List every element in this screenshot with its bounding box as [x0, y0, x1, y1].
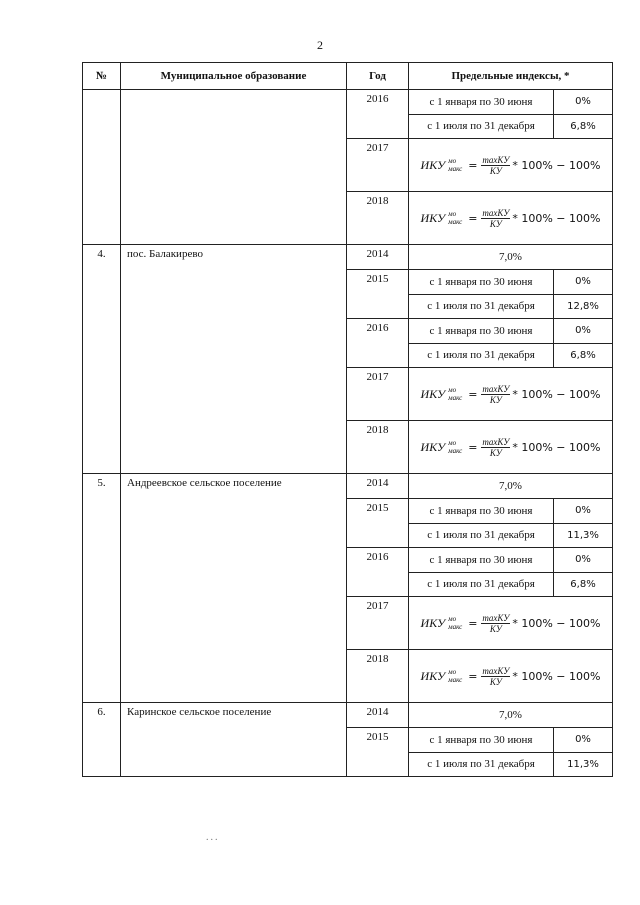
formula-equals: =: [468, 211, 478, 225]
row-number: 4.: [83, 245, 121, 474]
index-cell: [409, 319, 613, 368]
period-row: [409, 319, 612, 343]
formula-sub-top: мо: [448, 668, 457, 676]
period-label: с 1 января по 30 июня: [429, 95, 533, 108]
table-row: [83, 703, 613, 728]
formula-sub-bottom: макс: [448, 676, 463, 684]
formula-tail: * 100% − 100%: [512, 211, 601, 225]
formula: [409, 421, 612, 473]
header-municipality: Муниципальное образование: [121, 63, 347, 90]
formula-denominator: КУ: [489, 394, 502, 405]
formula-tail: * 100% − 100%: [512, 440, 601, 454]
index-cell: [409, 548, 613, 597]
formula-sub-top: мо: [448, 157, 457, 165]
formula-denominator: КУ: [489, 447, 502, 458]
year-cell: 2018: [347, 192, 409, 245]
formula-fraction: [481, 208, 510, 229]
period-label: с 1 июля по 31 декабря: [409, 523, 554, 547]
period-value: 6,8%: [554, 343, 613, 367]
period-value: 0%: [554, 728, 613, 752]
period-value: 6,8%: [554, 572, 613, 596]
formula-fraction: [481, 155, 510, 176]
table-row: [83, 245, 613, 270]
footer-mark: ...: [206, 832, 220, 843]
period-row: [409, 270, 612, 294]
formula-equals: =: [468, 387, 478, 401]
period-value: 0%: [554, 499, 613, 523]
index-cell: 7,0%: [409, 474, 613, 499]
index-cell: [409, 270, 613, 319]
formula-subscript: [448, 668, 462, 684]
year-cell: 2016: [347, 319, 409, 368]
table-row: [83, 474, 613, 499]
period-value: 0%: [554, 319, 613, 343]
period-value: 0%: [554, 90, 613, 114]
formula-fraction: [481, 666, 510, 687]
formula: [409, 368, 612, 420]
formula-tail: * 100% − 100%: [512, 387, 601, 401]
formula-fraction: [481, 437, 510, 458]
period-label: с 1 июля по 31 декабря: [409, 114, 554, 138]
formula-equals: =: [468, 440, 478, 454]
formula-subscript: [448, 157, 462, 173]
period-table: [409, 548, 612, 596]
formula-equals: =: [468, 158, 478, 172]
formula-sub-bottom: макс: [448, 447, 463, 455]
period-value: 11,3%: [554, 523, 613, 547]
index-cell: [409, 139, 613, 192]
index-cell: [409, 650, 613, 703]
formula-tail: * 100% − 100%: [512, 669, 601, 683]
period-row: [409, 343, 612, 367]
header-year: Год: [347, 63, 409, 90]
index-cell: [409, 499, 613, 548]
period-value: 6,8%: [554, 114, 613, 138]
period-label: с 1 января по 30 июня: [429, 275, 533, 288]
period-row: [409, 90, 612, 114]
formula: [409, 192, 612, 244]
period-table: [409, 90, 612, 138]
period-table: [409, 319, 612, 367]
formula-sub-bottom: макс: [448, 165, 463, 173]
formula-denominator: КУ: [489, 165, 502, 176]
formula-sub-bottom: макс: [448, 394, 463, 402]
index-cell: 7,0%: [409, 245, 613, 270]
formula-denominator: КУ: [489, 623, 502, 634]
row-number: [83, 90, 121, 245]
formula-sub-bottom: макс: [448, 623, 463, 631]
period-label: с 1 июля по 31 декабря: [409, 572, 554, 596]
year-cell: 2017: [347, 597, 409, 650]
formula-iku: ИКУ: [420, 439, 446, 454]
period-value: 12,8%: [554, 294, 613, 318]
index-cell: [409, 421, 613, 474]
formula-tail: * 100% − 100%: [512, 616, 601, 630]
formula-denominator: КУ: [489, 218, 502, 229]
header-indices: Предельные индексы, *: [409, 63, 613, 90]
formula-numerator: maxКУ: [482, 612, 510, 623]
municipality-name: Андреевское сельское поселение: [121, 474, 347, 703]
formula-numerator: maxКУ: [482, 436, 510, 447]
formula-sub-top: мо: [448, 210, 457, 218]
formula: [409, 597, 612, 649]
period-table: [409, 270, 612, 318]
municipality-name: [121, 90, 347, 245]
period-value: 0%: [554, 270, 613, 294]
formula: [409, 139, 612, 191]
formula-iku: ИКУ: [420, 386, 446, 401]
period-row: [409, 572, 612, 596]
municipality-name: Каринское сельское поселение: [121, 703, 347, 777]
year-cell: 2014: [347, 703, 409, 728]
formula-numerator: maxКУ: [482, 154, 510, 165]
year-cell: 2018: [347, 421, 409, 474]
formula-iku: ИКУ: [420, 668, 446, 683]
formula-sub-top: мо: [448, 439, 457, 447]
formula-numerator: maxКУ: [482, 207, 510, 218]
formula-sub-top: мо: [448, 386, 457, 394]
period-row: [409, 499, 612, 523]
period-value: 11,3%: [554, 752, 613, 776]
period-label: с 1 января по 30 июня: [429, 733, 533, 746]
formula-equals: =: [468, 669, 478, 683]
period-table: [409, 499, 612, 547]
year-cell: 2016: [347, 90, 409, 139]
index-cell: [409, 597, 613, 650]
period-table: [409, 728, 612, 776]
index-cell: [409, 192, 613, 245]
municipality-name: пос. Балакирево: [121, 245, 347, 474]
formula-iku: ИКУ: [420, 615, 446, 630]
table-row: [83, 90, 613, 139]
period-label: с 1 июля по 31 декабря: [409, 343, 554, 367]
period-row: [409, 114, 612, 138]
index-table: [82, 62, 613, 777]
page-number: 2: [317, 38, 323, 52]
period-value: 0%: [554, 548, 613, 572]
period-label: с 1 января по 30 июня: [429, 553, 533, 566]
period-label: с 1 января по 30 июня: [429, 504, 533, 517]
index-cell: [409, 728, 613, 777]
period-row: [409, 294, 612, 318]
period-row: [409, 752, 612, 776]
formula-subscript: [448, 439, 462, 455]
formula-numerator: maxКУ: [482, 383, 510, 394]
header-number: №: [83, 63, 121, 90]
year-cell: 2017: [347, 139, 409, 192]
formula-sub-bottom: макс: [448, 218, 463, 226]
period-label: с 1 января по 30 июня: [429, 324, 533, 337]
year-cell: 2018: [347, 650, 409, 703]
row-number: 6.: [83, 703, 121, 777]
year-cell: 2017: [347, 368, 409, 421]
year-cell: 2015: [347, 270, 409, 319]
year-cell: 2015: [347, 499, 409, 548]
formula-fraction: [481, 384, 510, 405]
formula-denominator: КУ: [489, 676, 502, 687]
formula-fraction: [481, 613, 510, 634]
formula-subscript: [448, 615, 462, 631]
period-row: [409, 728, 612, 752]
row-number: 5.: [83, 474, 121, 703]
table-header-row: [83, 63, 613, 90]
formula-numerator: maxКУ: [482, 665, 510, 676]
formula-subscript: [448, 210, 462, 226]
formula-iku: ИКУ: [420, 210, 446, 225]
year-cell: 2015: [347, 728, 409, 777]
formula-sub-top: мо: [448, 615, 457, 623]
year-cell: 2016: [347, 548, 409, 597]
index-cell: 7,0%: [409, 703, 613, 728]
period-label: с 1 июля по 31 декабря: [409, 752, 554, 776]
formula-equals: =: [468, 616, 478, 630]
period-row: [409, 523, 612, 547]
index-cell: [409, 90, 613, 139]
formula-iku: ИКУ: [420, 157, 446, 172]
formula: [409, 650, 612, 702]
period-label: с 1 июля по 31 декабря: [409, 294, 554, 318]
formula-tail: * 100% − 100%: [512, 158, 601, 172]
index-cell: [409, 368, 613, 421]
year-cell: 2014: [347, 245, 409, 270]
year-cell: 2014: [347, 474, 409, 499]
period-row: [409, 548, 612, 572]
formula-subscript: [448, 386, 462, 402]
